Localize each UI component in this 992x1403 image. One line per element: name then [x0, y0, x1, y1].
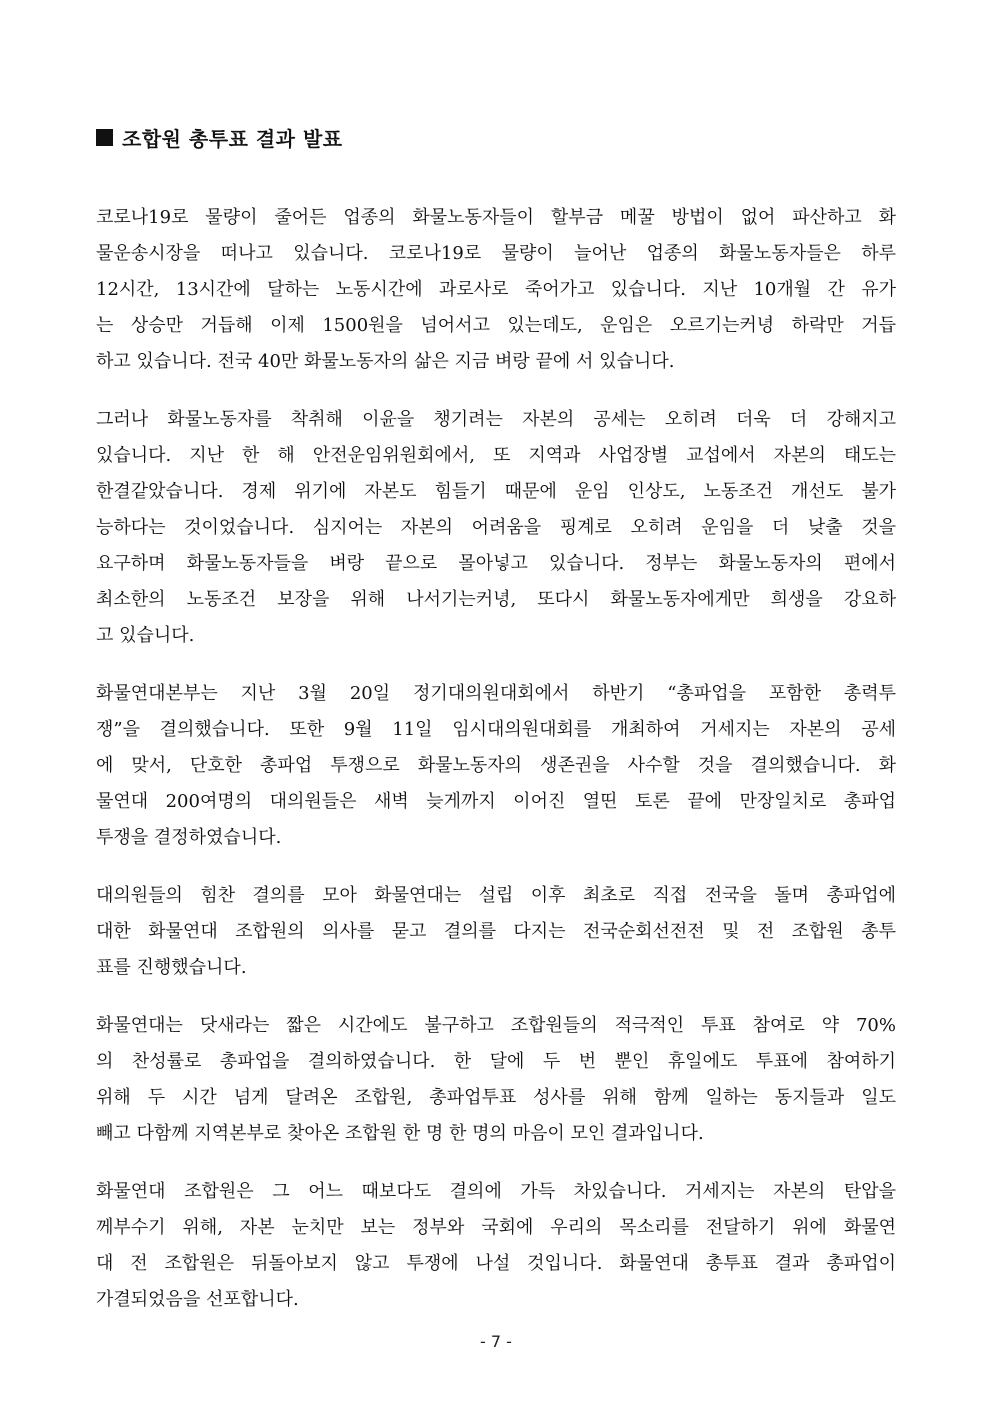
paragraph-line: 쟁”을 결의했습니다. 또한 9월 11일 임시대의원대회를 개최하여 거세지는 자본의 공세: [96, 719, 896, 740]
paragraph: [96, 200, 896, 380]
paragraph-line: 에 맞서, 단호한 총파업 투쟁으로 화물노동자의 생존권을 사수할 것을 결의했습니다. 화: [96, 755, 896, 776]
paragraph-line: 최소한의 노동조건 보장을 위해 나서기는커녕, 또다시 화물노동자에게만 희생을 강요하: [96, 589, 896, 610]
paragraph-line: 있습니다. 지난 한 해 안전운임위원회에서, 또 지역과 사업장별 교섭에서 자본의 태도는: [96, 445, 896, 466]
paragraph: [96, 1008, 896, 1152]
paragraph-line: 능하다는 것이었습니다. 심지어는 자본의 어려움을 핑계로 오히려 운임을 더 낮출 것을: [96, 517, 896, 538]
paragraph-line: 투쟁을 결정하였습니다.: [96, 827, 282, 848]
paragraph-line: 표를 진행했습니다.: [96, 957, 247, 978]
paragraph-gap: [96, 380, 896, 402]
paragraph-line: 위해 두 시간 넘게 달려온 조합원, 총파업투표 성사를 위해 함께 일하는 동지들과 일도: [96, 1087, 896, 1108]
paragraph: [96, 676, 896, 856]
paragraph-line: 께부수기 위해, 자본 눈치만 보는 정부와 국회에 우리의 목소리를 전달하기 위에 화물연: [96, 1217, 896, 1238]
paragraph-line: 그러나 화물노동자를 착취해 이윤을 챙기려는 자본의 공세는 오히려 더욱 더 강해지고: [96, 409, 896, 430]
paragraph-line: 화물연대본부는 지난 3월 20일 정기대의원대회에서 하반기 “총파업을 포함한 총력투: [96, 683, 896, 704]
section-title: 조합원 총투표 결과 발표: [122, 126, 343, 151]
paragraph-line: 대한 화물연대 조합원의 의사를 묻고 결의를 다지는 전국순회선전전 및 전 조합원 총투: [96, 921, 896, 942]
paragraph-line: 는 상승만 거듭해 이제 1500원을 넘어서고 있는데도, 운임은 오르기는커녕 하락만 거듭: [96, 315, 896, 336]
paragraph-line: 고 있습니다.: [96, 625, 195, 646]
paragraph: [96, 878, 896, 986]
paragraph-line: 화물연대 조합원은 그 어느 때보다도 결의에 가득 차있습니다. 거세지는 자본의 탄압을: [96, 1181, 896, 1202]
paragraph-line: 대 전 조합원은 뒤돌아보지 않고 투쟁에 나설 것입니다. 화물연대 총투표 결과 총파업이: [96, 1253, 896, 1274]
paragraph-line: 빼고 다함께 지역본부로 찾아온 조합원 한 명 한 명의 마음이 모인 결과입니다.: [96, 1123, 704, 1144]
paragraph-line: 요구하며 화물노동자들을 벼랑 끝으로 몰아넣고 있습니다. 정부는 화물노동자의 편에서: [96, 553, 896, 574]
paragraph-line: 한결같았습니다. 경제 위기에 자본도 힘들기 때문에 운임 인상도, 노동조건 개선도 불가: [96, 481, 896, 502]
paragraph-line: 화물연대는 닷새라는 짧은 시간에도 불구하고 조합원들의 적극적인 투표 참여로 약 70%: [96, 1015, 896, 1036]
paragraph: [96, 1174, 896, 1318]
paragraph-line: 물연대 200여명의 대의원들은 새벽 늦게까지 이어진 열띤 토론 끝에 만장일치로 총파업: [96, 791, 896, 812]
paragraph-gap: [96, 654, 896, 676]
paragraph-line: 물운송시장을 떠나고 있습니다. 코로나19로 물량이 늘어난 업종의 화물노동자들은 하루: [96, 243, 896, 264]
paragraph-line: 코로나19로 물량이 줄어든 업종의 화물노동자들이 할부금 메꿀 방법이 없어 파산하고 화: [96, 207, 896, 228]
square-bullet-icon: [96, 129, 113, 146]
section-heading: [96, 121, 343, 153]
paragraph: [96, 402, 896, 654]
paragraph-line: 대의원들의 힘찬 결의를 모아 화물연대는 설립 이후 최초로 직접 전국을 돌며 총파업에: [96, 885, 896, 906]
paragraph-gap: [96, 986, 896, 1008]
paragraph-gap: [96, 1152, 896, 1174]
paragraph-line: 12시간, 13시간에 달하는 노동시간에 과로사로 죽어가고 있습니다. 지난 10개월 간 유가: [96, 279, 896, 300]
page-number: - 7 -: [480, 1332, 512, 1351]
paragraph-gap: [96, 856, 896, 878]
paragraph-line: 하고 있습니다. 전국 40만 화물노동자의 삶은 지금 벼랑 끝에 서 있습니다.: [96, 351, 675, 372]
body-text: [96, 200, 896, 1318]
paragraph-line: 가결되었음을 선포합니다.: [96, 1289, 299, 1310]
paragraph-line: 의 찬성률로 총파업을 결의하였습니다. 한 달에 두 번 뿐인 휴일에도 투표에 참여하기: [96, 1051, 896, 1072]
